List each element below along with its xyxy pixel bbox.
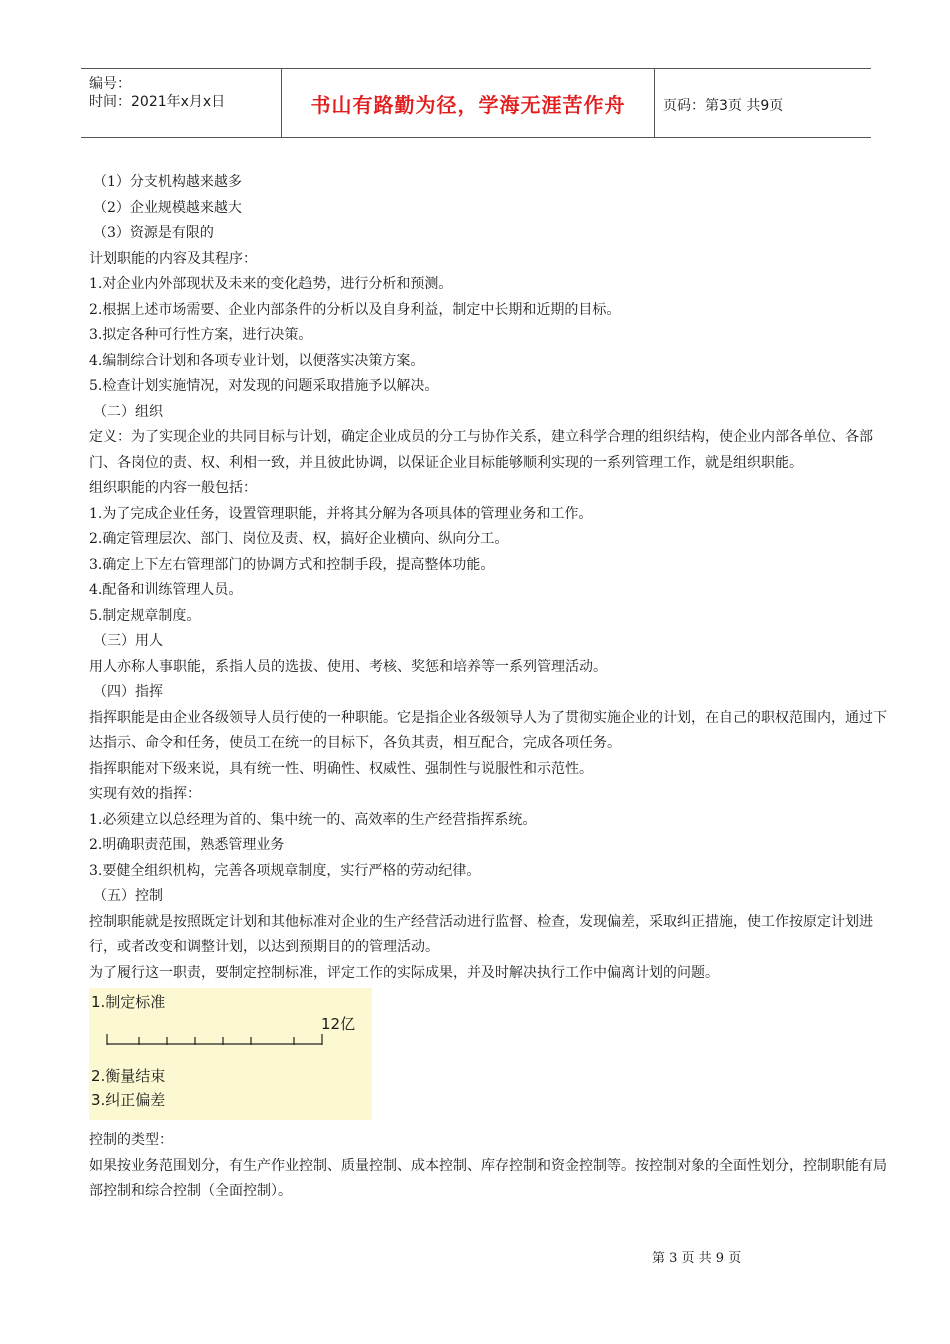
header-left-cell [81,69,281,137]
paragraph: 4.编制综合计划和各项专业计划，以便落实决策方案。 [89,352,425,369]
figure-step-3: 3.纠正偏差 [91,1091,166,1109]
paragraph: 为了履行这一职责，要制定控制标准，评定工作的实际成果，并及时解决执行工作中偏离计划的问题。 [89,964,719,981]
page-code: 页码：第3页 共9页 [663,98,784,114]
section-heading: （三）用人 [93,633,163,649]
paragraph: 定义：为了实现企业的共同目标与计划，确定企业成员的分工与协作关系，建立科学合理的组织结构，使企业内部各单位、各部门、各岗位的责、权、利相一致，并且彼此协调，以保证企业目标能够顺利实现的一系列管理工作，就是组织职能。 [89,429,873,471]
document-body [89,170,894,1205]
time-label: 时间：2021年x月x日 [89,94,226,110]
figure-step-1: 1.制定标准 [91,993,166,1011]
paragraph: 2.根据上述市场需要、企业内部条件的分析以及自身利益，制定中长期和近期的目标。 [89,301,621,318]
figure-amount: 12亿 [321,1015,356,1033]
paragraph: 如果按业务范围划分，有生产作业控制、质量控制、成本控制、库存控制和资金控制等。按控制对象的全面性划分，控制职能有局部控制和综合控制（全面控制）。 [89,1157,887,1199]
paragraph: 组织职能的内容一般包括： [89,480,257,496]
paragraph: 计划职能的内容及其程序： [89,250,257,267]
paragraph: （1）分支机构越来越多 [93,174,242,190]
paragraph: 用人亦称人事职能，系指人员的选拔、使用、考核、奖惩和培养等一系列管理活动。 [89,658,607,675]
paragraph: 1.对企业内外部现状及未来的变化趋势，进行分析和预测。 [89,276,453,292]
paragraph: 指挥职能对下级来说，具有统一性、明确性、权威性、强制性与说服性和示范性。 [89,760,593,777]
paragraph: （3）资源是有限的 [93,225,214,241]
paragraph: 5.检查计划实施情况，对发现的问题采取措施予以解决。 [89,378,439,394]
motto: 书山有路勤为径，学海无涯苦作舟 [281,69,655,137]
paragraph: 3.拟定各种可行性方案，进行决策。 [89,327,313,343]
paragraph: 实现有效的指挥： [89,786,201,802]
paragraph: 控制职能就是按照既定计划和其他标准对企业的生产经营活动进行监督、检查，发现偏差，采取纠正措施，使工作按原定计划进行，或者改变和调整计划，以达到预期目的的管理活动。 [89,913,873,955]
paragraph: 3.确定上下左右管理部门的协调方式和控制手段，提高整体功能。 [89,556,495,573]
paragraph: 4.配备和训练管理人员。 [89,582,243,598]
paragraph: 5.制定规章制度。 [89,607,201,624]
paragraph: 指挥职能是由企业各级领导人员行使的一种职能。它是指企业各级领导人为了贯彻实施企业的计划，在自己的职权范围内，通过下达指示、命令和任务，使员工在统一的目标下，各负其责，相互配合，完成各项任务。 [89,709,887,751]
paragraph: 2.明确职责范围，熟悉管理业务 [89,837,285,853]
paragraph: 3.要健全组织机构，完善各项规章制度，实行严格的劳动纪律。 [89,862,481,879]
header-table [81,68,871,138]
control-steps-figure [89,988,372,1120]
paragraph: 2.确定管理层次、部门、岗位及责、权，搞好企业横向、纵向分工。 [89,531,509,547]
paragraph: 1.必须建立以总经理为首的、集中统一的、高效率的生产经营指挥系统。 [89,811,537,828]
page-footer: 第 3 页 共 9 页 [652,1251,742,1266]
section-heading: （四）指挥 [93,684,163,700]
section-heading: （五）控制 [93,888,163,904]
number-label: 编号： [89,76,131,92]
section-heading: （二）组织 [93,403,163,420]
paragraph: （2）企业规模越来越大 [93,199,242,216]
paragraph: 控制的类型： [89,1132,173,1148]
paragraph: 1.为了完成企业任务，设置管理职能，并将其分解为各项具体的管理业务和工作。 [89,505,593,522]
figure-step-2: 2.衡量结束 [91,1067,166,1085]
